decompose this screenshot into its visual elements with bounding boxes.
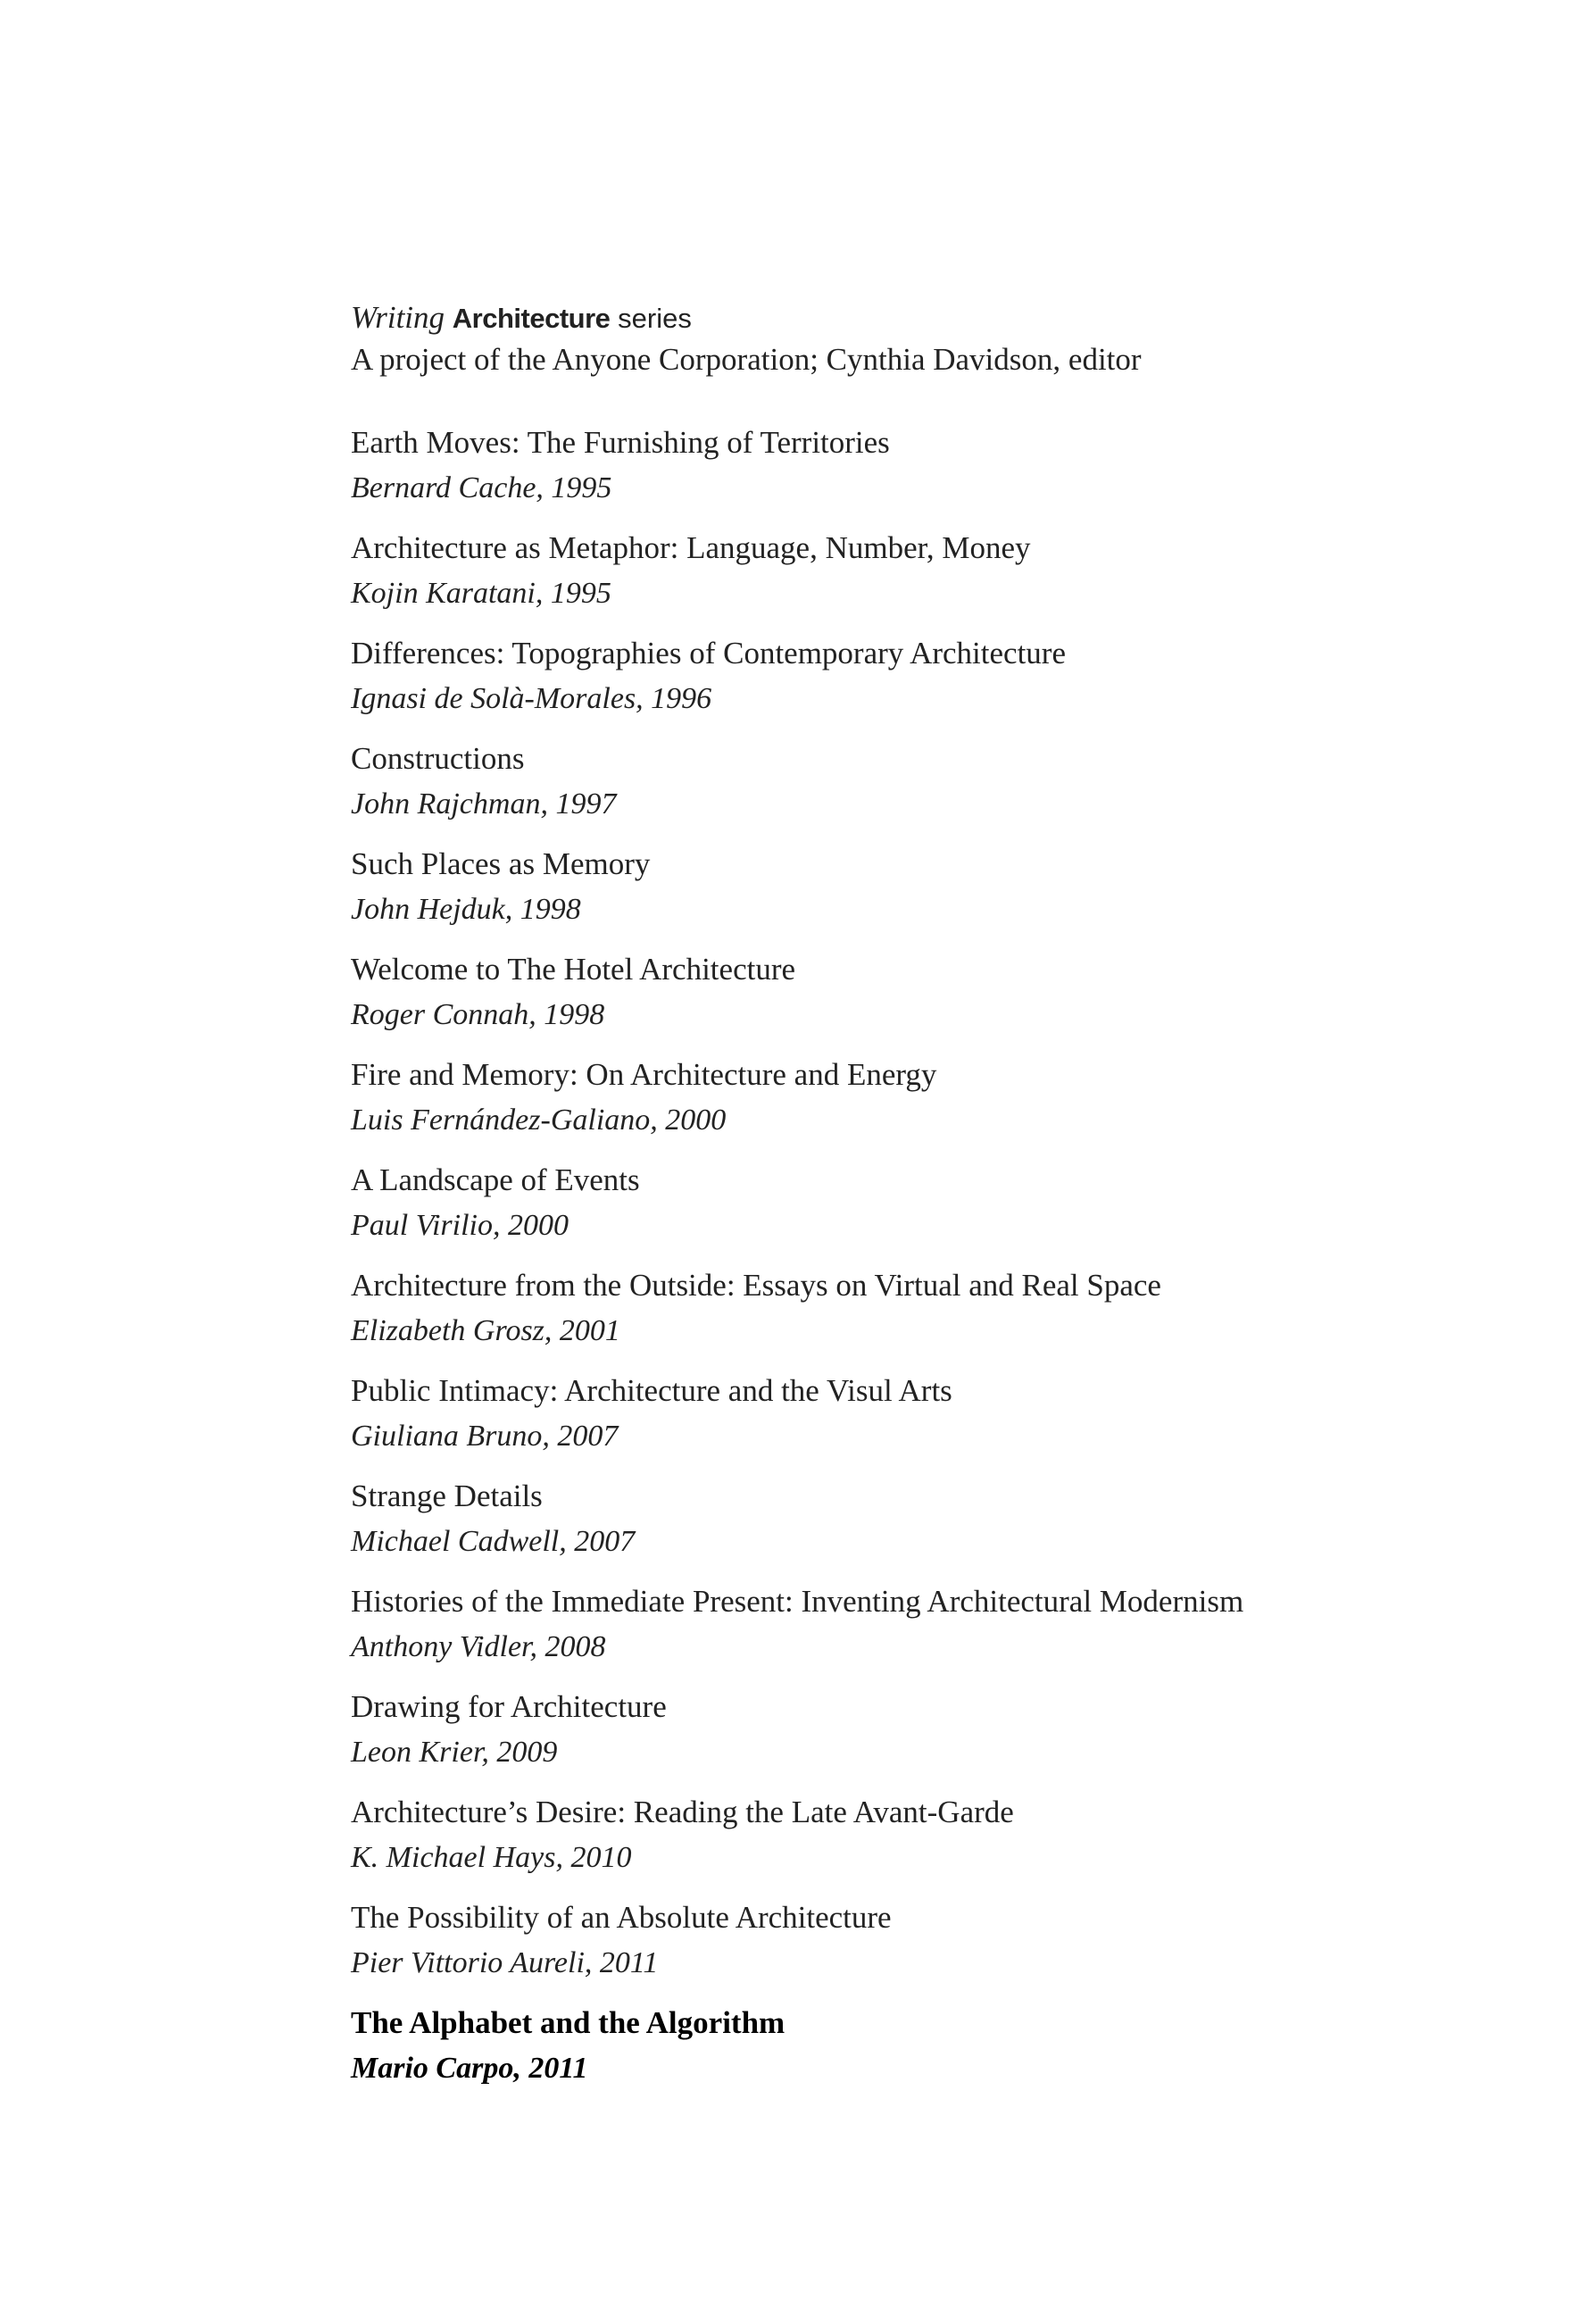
book-author: Roger Connah, 1998 <box>351 998 605 1031</box>
book-author-current: Mario Carpo, 2011 <box>351 2052 588 2085</box>
series-listing <box>351 297 1511 2105</box>
book-title: Such Places as Memory <box>351 846 651 881</box>
series-heading-bold: Architecture <box>452 303 611 334</box>
book-title-current: The Alphabet and the Algorithm <box>351 2005 786 2040</box>
book-author: John Hejduk, 1998 <box>351 893 581 926</box>
book-title: Differences: Topographies of Contemporary Architecture <box>351 636 1066 671</box>
book-entry <box>351 946 1511 1052</box>
book-author: Luis Fernández-Galiano, 2000 <box>351 1104 727 1137</box>
book-title: Constructions <box>351 741 525 776</box>
book-entry <box>351 1368 1511 1473</box>
book-author: Paul Virilio, 2000 <box>351 1209 569 1242</box>
book-title: Architecture from the Outside: Essays on Virtual and Real Space <box>351 1268 1161 1303</box>
book-entry <box>351 1262 1511 1368</box>
book-entry <box>351 841 1511 946</box>
book-entry <box>351 1789 1511 1895</box>
book-list <box>351 420 1511 2105</box>
book-title: Welcome to The Hotel Architecture <box>351 952 796 987</box>
series-heading-italic: Writing <box>351 300 445 335</box>
book-author: Leon Krier, 2009 <box>351 1736 558 1769</box>
book-entry <box>351 1684 1511 1789</box>
book-entry <box>351 1895 1511 2000</box>
book-title: Fire and Memory: On Architecture and Energy <box>351 1057 937 1092</box>
book-entry <box>351 420 1511 525</box>
book-author: Elizabeth Grosz, 2001 <box>351 1314 620 1347</box>
book-title: Public Intimacy: Architecture and the Visul Arts <box>351 1373 952 1408</box>
book-title: Architecture’s Desire: Reading the Late Avant-Garde <box>351 1795 1014 1829</box>
book-title: The Possibility of an Absolute Architecture <box>351 1900 892 1935</box>
series-heading <box>351 297 1511 337</box>
book-author: K. Michael Hays, 2010 <box>351 1841 632 1874</box>
book-title: Drawing for Architecture <box>351 1689 667 1724</box>
book-author: Bernard Cache, 1995 <box>351 471 612 504</box>
book-author: John Rajchman, 1997 <box>351 787 617 820</box>
book-entry <box>351 736 1511 841</box>
book-author: Giuliana Bruno, 2007 <box>351 1420 619 1453</box>
book-author: Anthony Vidler, 2008 <box>351 1630 606 1663</box>
book-title: Histories of the Immediate Present: Inventing Architectural Modernism <box>351 1584 1244 1619</box>
book-author: Ignasi de Solà-Morales, 1996 <box>351 682 712 715</box>
series-heading-plain: series <box>618 303 692 334</box>
book-author: Kojin Karatani, 1995 <box>351 577 611 610</box>
book-title: Strange Details <box>351 1479 543 1513</box>
book-author: Pier Vittorio Aureli, 2011 <box>351 1946 659 1979</box>
book-entry <box>351 525 1511 630</box>
book-author: Michael Cadwell, 2007 <box>351 1525 636 1558</box>
book-title: Architecture as Metaphor: Language, Number, Money <box>351 530 1031 565</box>
book-entry <box>351 1052 1511 1157</box>
book-title: Earth Moves: The Furnishing of Territories <box>351 425 890 460</box>
book-entry <box>351 1157 1511 1262</box>
book-entry-current <box>351 2000 1511 2105</box>
book-entry <box>351 1578 1511 1684</box>
project-credit: A project of the Anyone Corporation; Cynthia Davidson, editor <box>351 342 1142 377</box>
book-entry <box>351 630 1511 736</box>
book-entry <box>351 1473 1511 1578</box>
book-title: A Landscape of Events <box>351 1162 640 1197</box>
